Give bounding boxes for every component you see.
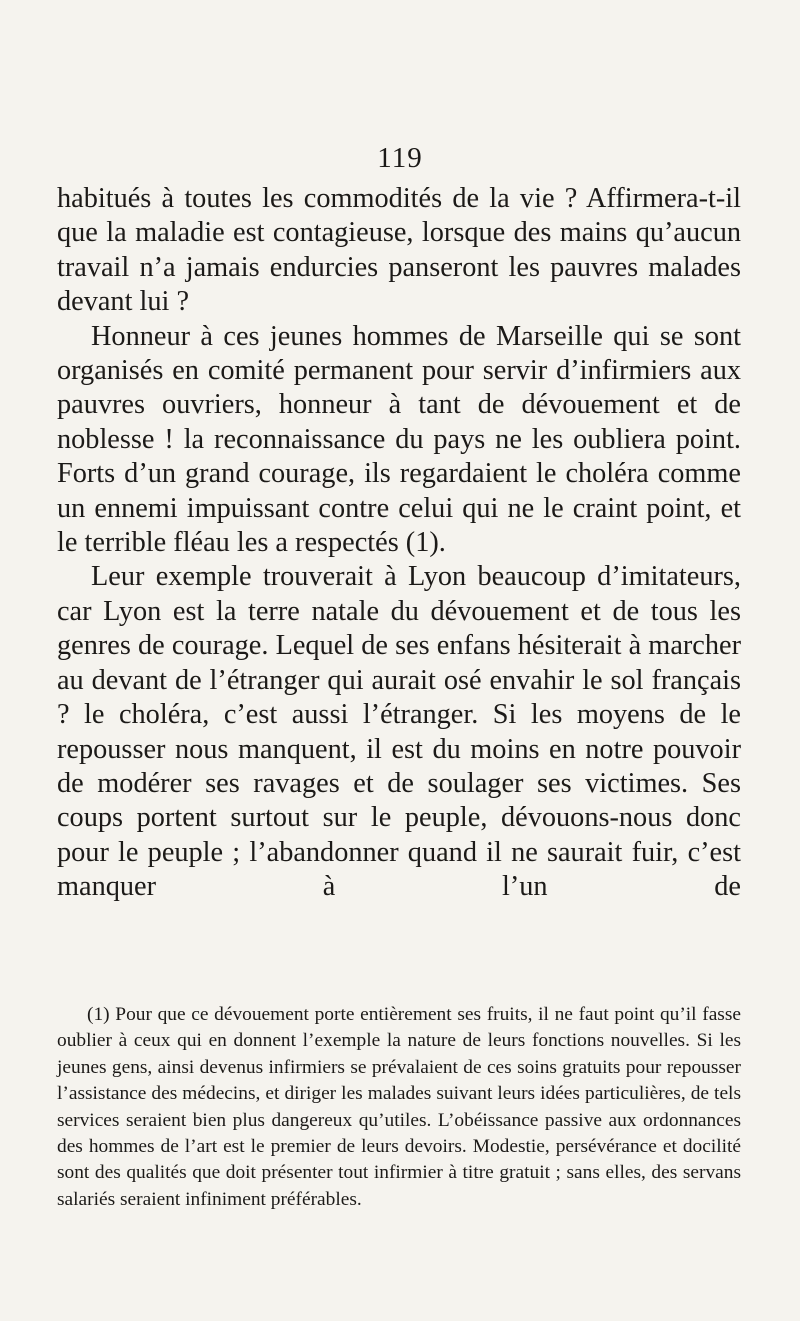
main-text: [57, 182, 741, 905]
footnote: [57, 1002, 741, 1213]
paragraph-1: habitués à toutes les commodités de la vie ? Affirmera-t-il que la maladie est contagieuse, lorsque des mains qu’aucun travail n’a jamais endurcies panseront les pauvres malades devant lui ?: [57, 183, 741, 318]
footnote-text: (1) Pour que ce dévouement porte entièrement ses fruits, il ne faut point qu’il fasse oublier à ceux qui en donnent l’exemple la nature de leurs fonctions nouvelles. Si les jeunes gens, ainsi devenus infirmiers se prévalaient de ces soins gratuits pour repousser l’assistance des médecins, et diriger les malades suivant leurs idées particulières, de tels services seraient bien plus dangereux qu’utiles. L’obéissance passive aux ordonnances des hommes de l’art est le premier de leurs devoirs. Modestie, persévérance et docilité sont des qualités que doit présenter tout infirmier à titre gratuit ; sans elles, des servans salariés seraient infiniment préférables.: [57, 1004, 741, 1210]
paragraph-3: Leur exemple trouverait à Lyon beaucoup d’imitateurs, car Lyon est la terre natale du dévouement et de tous les genres de courage. Lequel de ses enfans hésiterait à marcher au devant de l’étranger qui aurait osé envahir le sol français ? le choléra, c’est aussi l’étranger. Si les moyens de le repousser nous manquent, il est du moins en notre pouvoir de modérer ses ravages et de soulager ses victimes. Ses coups portent surtout sur le peuple, dévouons-nous donc pour le peuple ; l’abandonner quand il ne saurait fuir, c’est manquer à l’un de: [57, 561, 741, 903]
page-number: 119: [377, 142, 423, 174]
paragraph-2: Honneur à ces jeunes hommes de Marseille qui se sont organisés en comité permanent pour servir d’infirmiers aux pauvres ouvriers, honneur à tant de dévouement et de noblesse ! la reconnaissance du pays ne les oubliera point. Forts d’un grand courage, ils regardaient le choléra comme un ennemi impuissant contre celui qui ne le craint point, et le terrible fléau les a respectés (1).: [57, 320, 741, 559]
